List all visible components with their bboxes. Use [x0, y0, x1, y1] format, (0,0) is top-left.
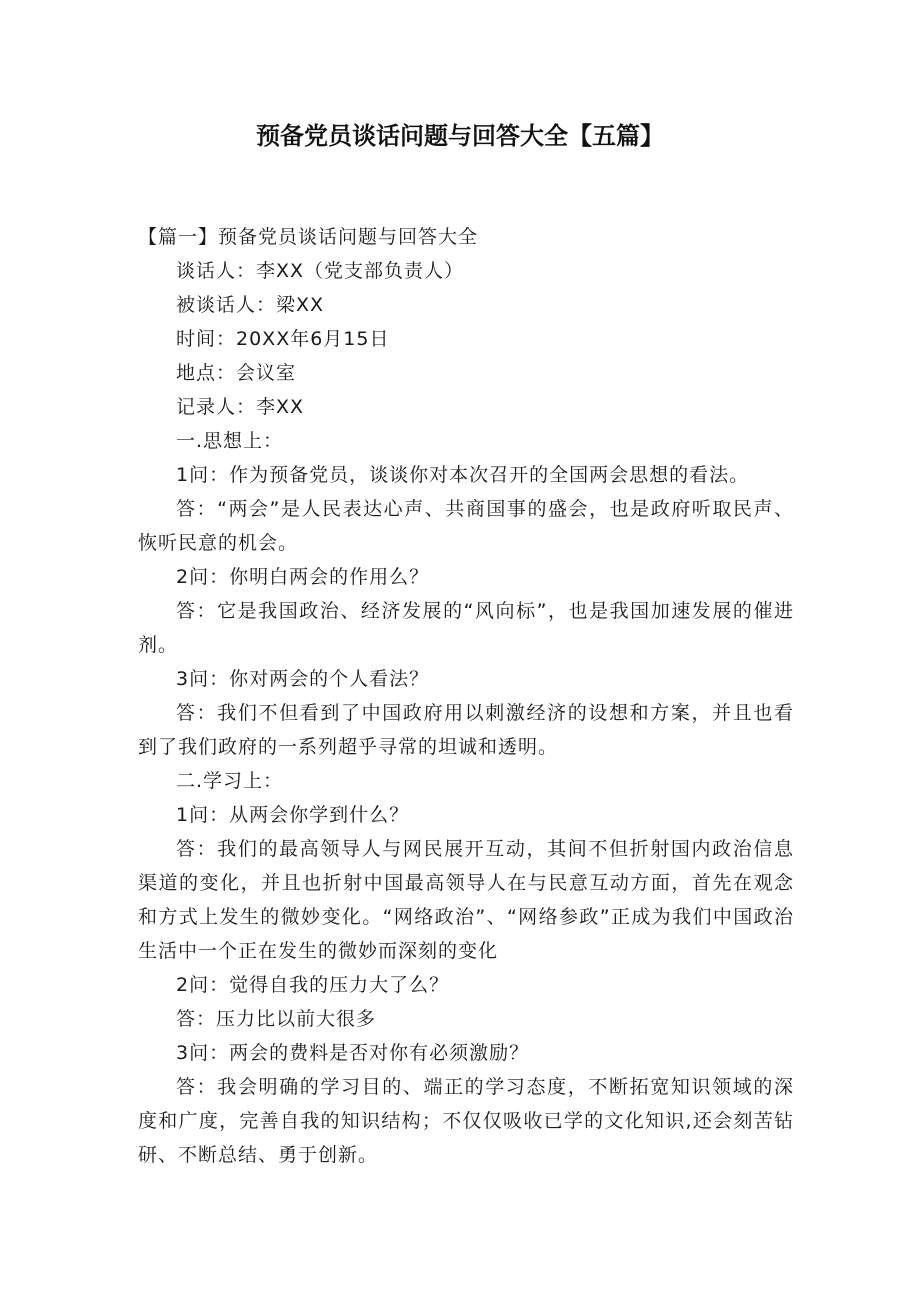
document-body: [138, 220, 794, 1172]
part2-question-2: 2问：觉得自我的压力大了么？: [176, 974, 450, 996]
part2-question-1: 1问：从两会你学到什么？: [176, 804, 410, 826]
part1-answer-2: 答：它是我国政治、经济发展的“风向标”，也是我国加速发展的催进剂。: [138, 600, 794, 656]
meta-interviewee: 被谈话人：梁XX: [176, 294, 325, 316]
part2-answer-2: 答：压力比以前大很多: [176, 1008, 377, 1030]
document-title: 预备党员谈话问题与回答大全【五篇】: [256, 122, 664, 150]
part1-question-1: 1问：作为预备党员，谈谈你对本次召开的全国两会思想的看法。: [176, 464, 750, 486]
meta-time: 时间：20XX年6月15日: [176, 328, 390, 350]
part1-question-2: 2问：你明白两会的作用么？: [176, 566, 430, 588]
part2-answer-1: 答：我们的最高领导人与网民展开互动，其间不但折射国内政治信息渠道的变化，并且也折射中国最高领导人在与民意互动方面，首先在观念和方式上发生的微妙变化。“网络政治”、“网络参政”正成为我们中国政治生活中一个正在发生的微妙而深刻的变化: [138, 838, 794, 962]
part2-heading: 二.学习上：: [176, 770, 284, 792]
section-heading: 【篇一】预备党员谈话问题与回答大全: [138, 226, 479, 248]
part1-answer-1: 答：“两会”是人民表达心声、共商国事的盛会，也是政府听取民声、恢听民意的机会。: [138, 498, 794, 554]
part1-answer-3: 答：我们不但看到了中国政府用以刺激经济的设想和方案，并且也看到了我们政府的一系列超乎寻常的坦诚和透明。: [138, 702, 794, 758]
part2-answer-3: 答：我会明确的学习目的、端正的学习态度，不断拓宽知识领域的深度和广度，完善自我的知识结构；不仅仅吸收已学的文化知识,还会刻苦钻研、不断总结、勇于创新。: [138, 1076, 794, 1166]
part1-heading: 一.思想上：: [176, 430, 284, 452]
part2-question-3: 3问：两会的费料是否对你有必须激励？: [176, 1042, 530, 1064]
meta-place: 地点：会议室: [176, 362, 297, 384]
part1-question-3: 3问：你对两会的个人看法？: [176, 668, 430, 690]
meta-interviewer: 谈话人：李XX（党支部负责人）: [176, 260, 465, 282]
meta-recorder: 记录人：李XX: [176, 396, 305, 418]
